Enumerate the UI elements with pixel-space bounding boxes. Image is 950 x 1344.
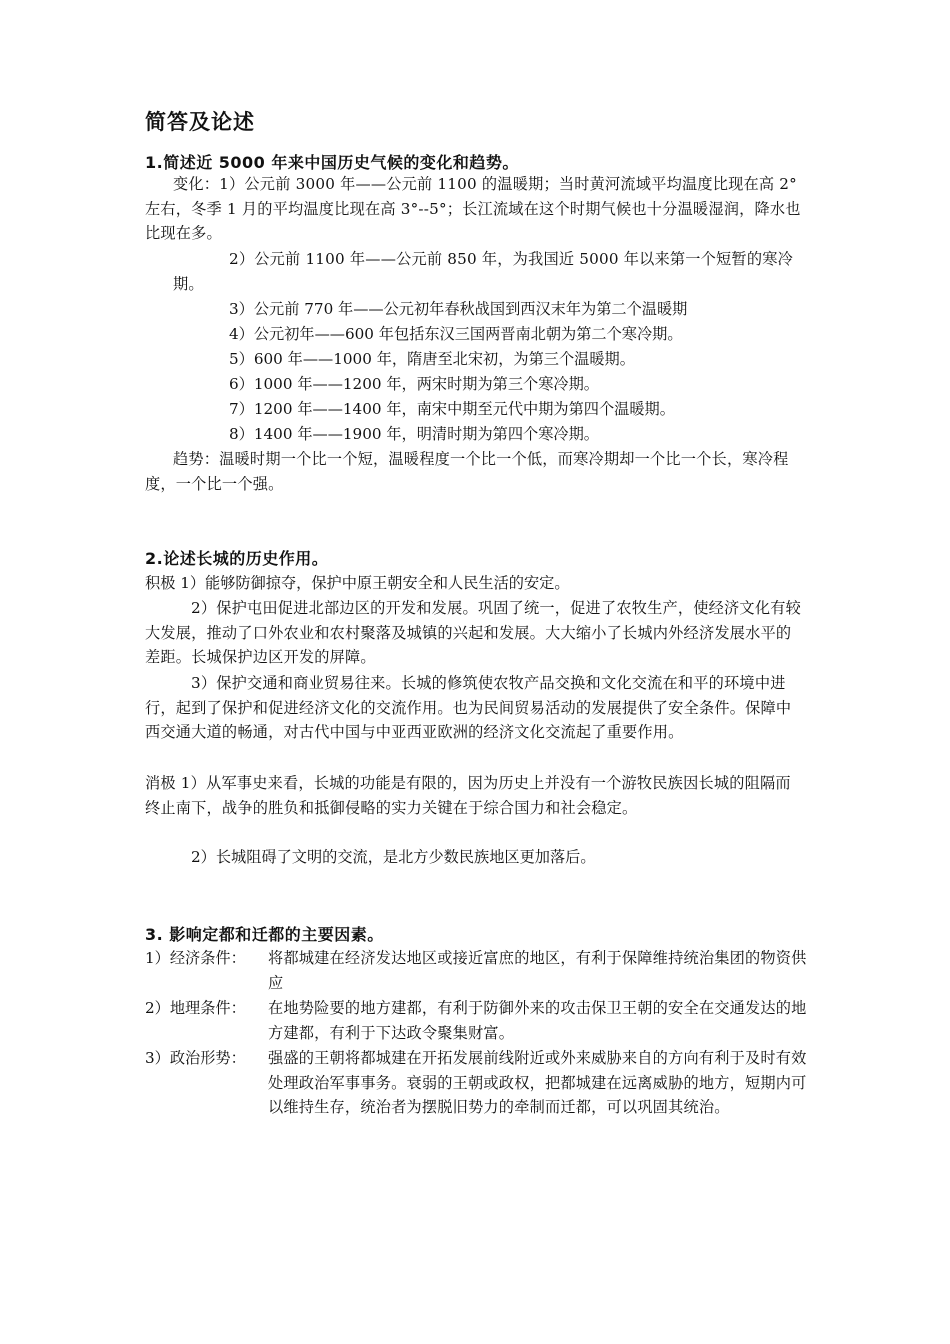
q3-factor-2-text: 在地势险要的地方建都，有利于防御外来的攻击保卫王朝的安全在交通发达的地方建都，有利于下达政令聚集财富。: [268, 999, 807, 1042]
q1-item-4: 4）公元初年——600 年包括东汉三国两晋南北朝为第二个寒冷期。: [229, 325, 683, 343]
question-1-title: 1.简述近 5000 年来中国历史气候的变化和趋势。: [145, 153, 519, 172]
q1-item-6: 6）1000 年——1200 年，两宋时期为第三个寒冷期。: [229, 375, 599, 393]
q2-negative-1: 消极 1）从军事史来看，长城的功能是有限的，因为历史上并没有一个游牧民族因长城的阻隔而终止南下，战争的胜负和抵御侵略的实力关键在于综合国力和社会稳定。: [145, 774, 791, 817]
q1-item-5: 5）600 年——1000 年，隋唐至北宋初，为第三个温暖期。: [229, 350, 635, 368]
q2-positive-3: 3）保护交通和商业贸易往来。长城的修筑使农牧产品交换和文化交流在和平的环境中进行，起到了保护和促进经济文化的交流作用。也为民间贸易活动的发展提供了安全条件。保障中西交通大道的畅通，对古代中国与中亚西亚欧洲的经济文化交流起了重要作用。: [145, 674, 792, 742]
q3-factor-3-text: 强盛的王朝将都城建在开拓发展前线附近或外来威胁来自的方向有利于及时有效处理政治军事事务。衰弱的王朝或政权，把都城建在远离威胁的地方，短期内可以维持生存，统治者为摆脱旧势力的牵制而迁都，可以巩固其统治。: [268, 1049, 807, 1117]
q3-factor-1-label: 1）经济条件：: [145, 949, 246, 967]
page-heading: 简答及论述: [145, 110, 255, 134]
q3-factor-3-label: 3）政治形势：: [145, 1049, 246, 1067]
q3-factor-2-label: 2）地理条件：: [145, 999, 246, 1017]
q2-positive-2: 2）保护屯田促进北部边区的开发和发展。巩固了统一，促进了农牧生产，使经济文化有较大发展，推动了口外农业和农村聚落及城镇的兴起和发展。大大缩小了长城内外经济发展水平的差距。长城保护边区开发的屏障。: [145, 599, 801, 667]
q3-factor-1-text: 将都城建在经济发达地区或接近富庶的地区，有利于保障维持统治集团的物资供应: [268, 949, 807, 992]
q2-positive-1: 积极 1）能够防御掠夺，保护中原王朝安全和人民生活的安定。: [145, 574, 570, 592]
q1-item-8: 8）1400 年——1900 年，明清时期为第四个寒冷期。: [229, 425, 599, 443]
question-3-title: 3. 影响定都和迁都的主要因素。: [145, 925, 384, 944]
q1-item-7: 7）1200 年——1400 年，南宋中期至元代中期为第四个温暖期。: [229, 400, 675, 418]
q2-negative-2: 2）长城阻碍了文明的交流，是北方少数民族地区更加落后。: [191, 848, 596, 866]
q1-change-paragraph: 变化：1）公元前 3000 年——公元前 1100 的温暖期；当时黄河流域平均温度比现在高 2°左右，冬季 1 月的平均温度比现在高 3°--5°；长江流域在这个时期气候也十分温暖湿润，降水也比现在多。: [145, 175, 801, 243]
q1-trend-paragraph: 趋势：温暖时期一个比一个短，温暖程度一个比一个低，而寒冷期却一个比一个长，寒冷程度，一个比一个强。: [145, 450, 789, 493]
question-2-title: 2.论述长城的历史作用。: [145, 549, 329, 568]
q1-item-3: 3）公元前 770 年——公元初年春秋战国到西汉末年为第二个温暖期: [229, 300, 688, 318]
q1-item-2: 2）公元前 1100 年——公元前 850 年，为我国近 5000 年以来第一个短暂的寒冷期。: [173, 250, 793, 293]
